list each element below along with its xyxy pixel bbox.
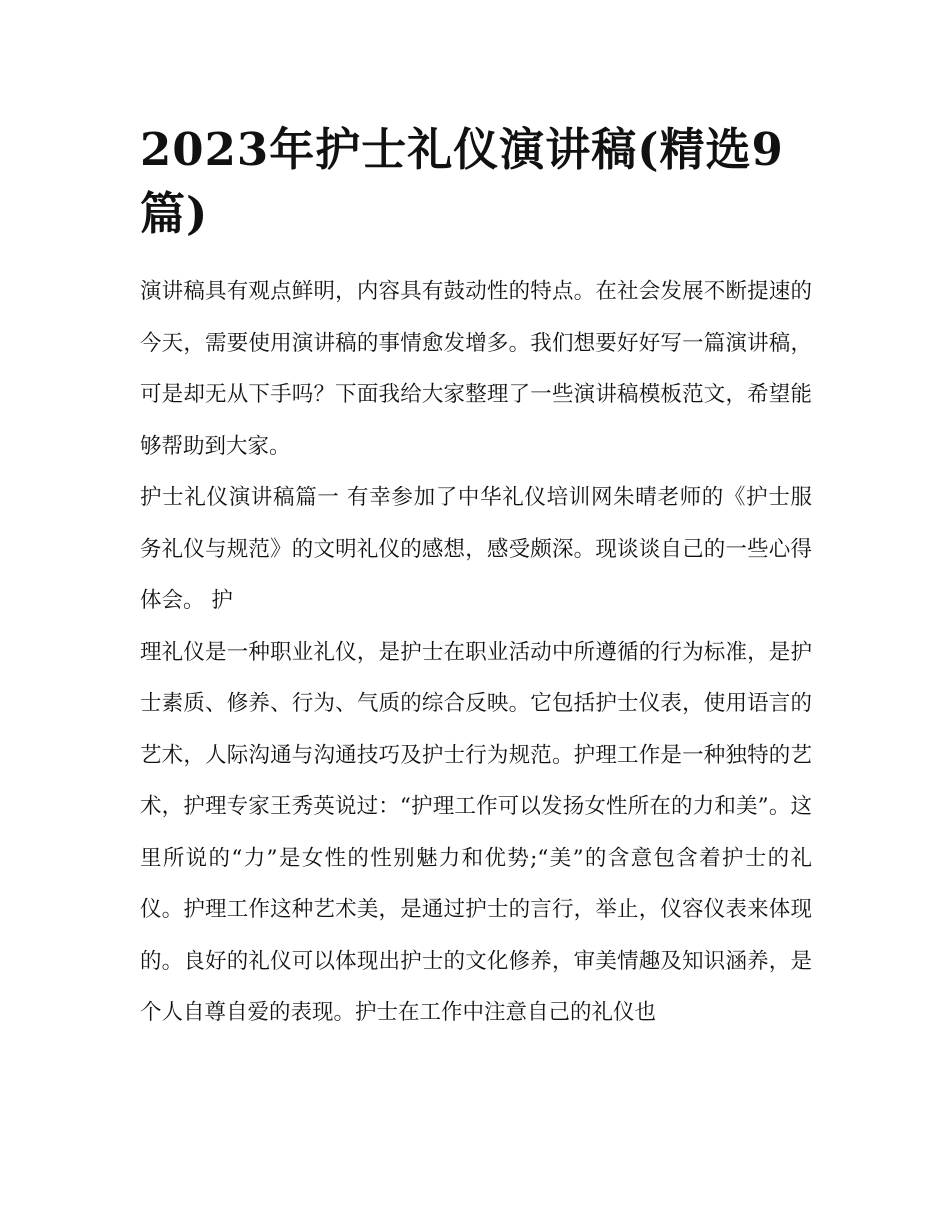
body-paragraph-2: 理礼仪是一种职业礼仪，是护士在职业活动中所遵循的行为标准，是护士素质、修养、行为、气质的综合反映。它包括护士仪表，使用语言的艺术，人际沟通与沟通技巧及护士行为规范。护理工作是一种独特的艺术，护理专家王秀英说过：“护理工作可以发扬女性所在的力和美”。这里所说的“力”是女性的性别魅力和优势;“美”的含意包含着护士的礼仪。护理工作这种艺术美，是通过护士的言行，举止，仪容仪表来体现的。良好的礼仪可以体现出护士的文化修养，审美情趣及知识涵养，是个人自尊自爱的表现。护士在工作中注意自己的礼仪也: [140, 639, 812, 1025]
intro-paragraph: 演讲稿具有观点鲜明，内容具有鼓动性的特点。在社会发展不断提速的今天，需要使用演讲稿的事情愈发增多。我们想要好好写一篇演讲稿，可是却无从下手吗？下面我给大家整理了一些演讲稿模板范文，希望能够帮助到大家。: [140, 279, 812, 459]
document-title: 2023年护士礼仪演讲稿(精选9篇): [140, 123, 784, 240]
document-page: [140, 118, 812, 1039]
body-paragraph-1: 护士礼仪演讲稿篇一 有幸参加了中华礼仪培训网朱晴老师的《护士服务礼仪与规范》的文明礼仪的感想，感受颇深。现谈谈自己的一些心得体会。 护: [140, 485, 812, 613]
